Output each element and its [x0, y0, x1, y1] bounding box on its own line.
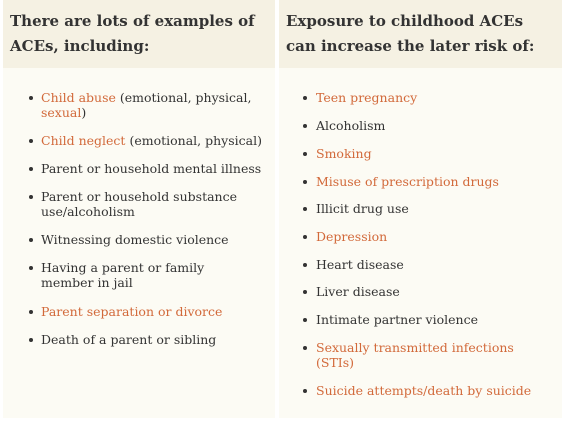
item-text: Alcoholism: [316, 118, 386, 133]
item-text: Illicit drug use: [316, 201, 409, 216]
bullet-icon: [29, 266, 33, 270]
item-highlight: Sexually transmitted infections: [316, 340, 514, 355]
bullet-icon: [303, 180, 307, 184]
bullet-icon: [303, 152, 307, 156]
bullet-icon: [303, 318, 307, 322]
aces-risks-panel: [279, 0, 562, 418]
bullet-icon: [303, 389, 307, 393]
bullet-icon: [29, 96, 33, 100]
item-highlight-line2: sexual: [41, 105, 82, 120]
item-highlight-line2: (STIs): [316, 355, 355, 370]
bullet-icon: [29, 238, 33, 242]
bullet-icon: [303, 346, 307, 350]
item-text: Intimate partner violence: [316, 312, 478, 327]
bullet-icon: [303, 235, 307, 239]
bullet-icon: [303, 124, 307, 128]
item-highlight: Child abuse: [41, 90, 116, 105]
item-text: Depression: [316, 229, 388, 244]
bullet-icon: [29, 338, 33, 342]
item-rest: Having a parent or family: [41, 260, 205, 275]
bullet-icon: [303, 263, 307, 267]
item-highlight: Child neglect: [41, 133, 126, 148]
item-text: Death of a parent or sibling: [41, 332, 217, 347]
bullet-icon: [29, 310, 33, 314]
item-text: [41, 189, 237, 219]
aces-risks-title-line1: Exposure to childhood ACEs: [286, 12, 524, 30]
item-text: Parent separation or divorce: [41, 304, 223, 319]
item-rest-line2: use/alcoholism: [41, 204, 135, 219]
aces-examples-header: [3, 0, 275, 68]
item-rest: (emotional, physical,: [115, 90, 252, 105]
aces-examples-title: [10, 9, 278, 59]
aces-examples-panel: [3, 0, 275, 418]
aces-risks-title-line2: can increase the later risk of:: [286, 37, 535, 55]
aces-examples-title-line2: ACEs, including:: [10, 37, 150, 55]
item-text: [41, 90, 251, 120]
bullet-icon: [303, 96, 307, 100]
item-rest-line2: ): [81, 105, 87, 120]
item-text: Misuse of prescription drugs: [316, 174, 499, 189]
item-text: [41, 260, 204, 290]
item-text: Witnessing domestic violence: [41, 232, 229, 247]
item-rest: Parent or household substance: [41, 189, 237, 204]
item-rest: (emotional, physical): [125, 133, 262, 148]
bullet-icon: [303, 207, 307, 211]
aces-risks-title: [286, 9, 565, 59]
bullet-icon: [29, 195, 33, 199]
item-text: Suicide attempts/death by suicide: [316, 383, 532, 398]
aces-examples-title-line1: There are lots of examples of: [10, 12, 255, 30]
item-text: [316, 340, 514, 370]
item-text: Teen pregnancy: [316, 90, 418, 105]
item-text: Liver disease: [316, 284, 400, 299]
bullet-icon: [303, 290, 307, 294]
item-rest-line2: member in jail: [41, 275, 133, 290]
item-text: [41, 133, 262, 148]
item-text: Smoking: [316, 146, 372, 161]
bullet-icon: [29, 167, 33, 171]
aces-risks-header: [279, 0, 562, 68]
item-text: Parent or household mental illness: [41, 161, 262, 176]
bullet-icon: [29, 139, 33, 143]
item-text: Heart disease: [316, 257, 404, 272]
